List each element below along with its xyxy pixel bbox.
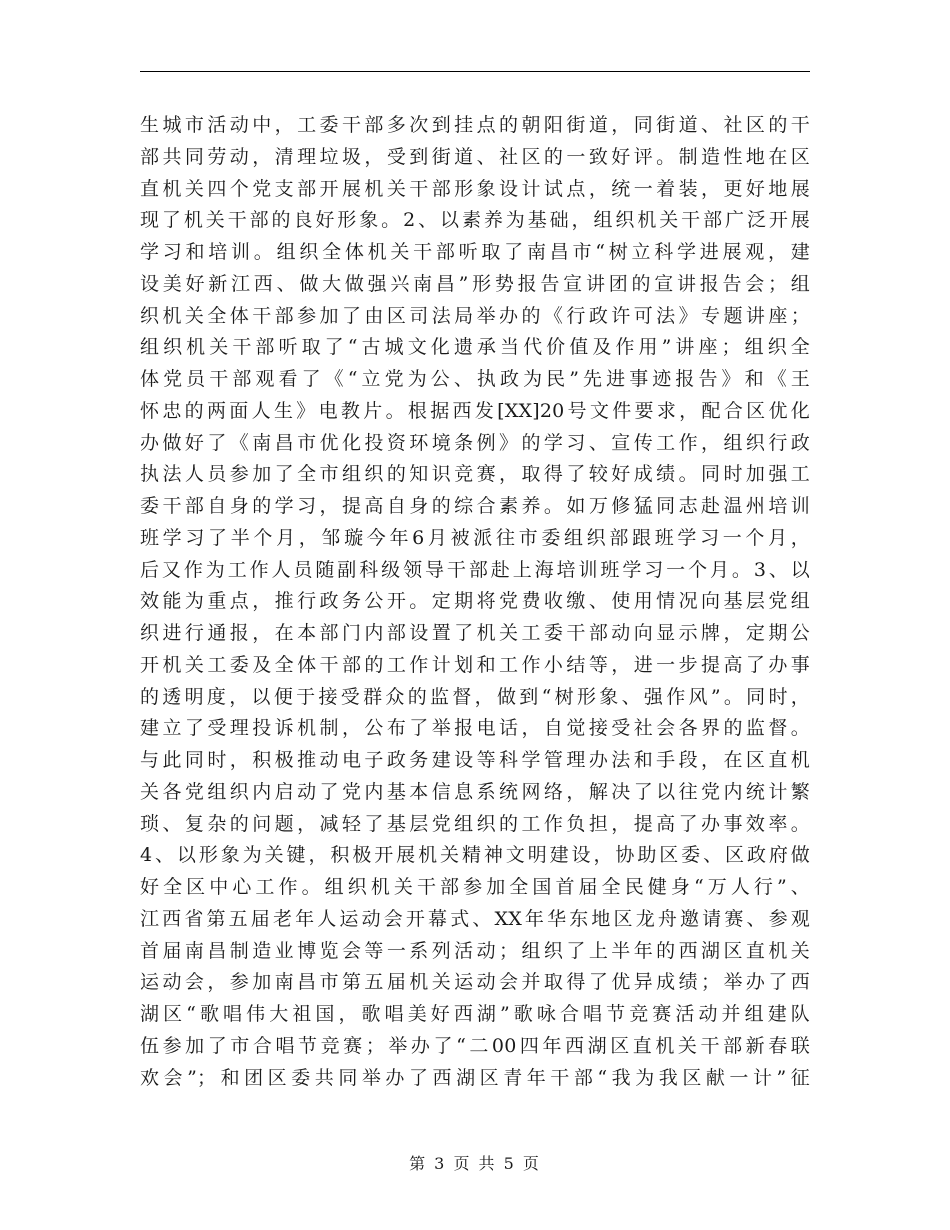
text-line-3: 直机关四个党支部开展机关干部形象设计试点，统一着装，更好地展: [140, 177, 810, 200]
text-line-25: 好全区中心工作。组织机关干部参加全国首届全民健身“万人行”、: [140, 876, 810, 898]
text-line-28: 运动会，参加南昌市第五届机关运动会并取得了优异成绩；举办了西: [140, 971, 810, 994]
text-line-11: 办做好了《南昌市优化投资环境条例》的学习、宣传工作，组织行政: [140, 431, 810, 454]
text-line-9: 体党员干部观看了《“立党为公、执政为民”先进事迹报告》和《王: [140, 368, 810, 390]
text-line-4: 现了机关干部的良好形象。2、以素养为基础，组织机关干部广泛开展: [140, 209, 810, 232]
text-line-15: 后又作为工作人员随副科级领导干部赴上海培训班学习一个月。3、以: [140, 558, 810, 581]
text-line-14: 班学习了半个月，邹璇今年6月被派往市委组织部跟班学习一个月，: [140, 526, 810, 549]
text-line-6: 设美好新江西、做大做强兴南昌”形势报告宣讲团的宣讲报告会；组: [140, 272, 810, 295]
text-line-19: 的透明度，以便于接受群众的监督，做到“树形象、强作风”。同时，: [140, 685, 810, 708]
text-line-2: 部共同劳动，清理垃圾，受到街道、社区的一致好评。制造性地在区: [140, 145, 810, 168]
text-line-24: 4、以形象为关键，积极开展机关精神文明建设，协助区委、区政府做: [140, 844, 810, 867]
text-line-8: 组织机关干部听取了“古城文化遗承当代价值及作用”讲座；组织全: [140, 336, 810, 359]
header-rule: [140, 71, 810, 72]
text-line-20: 建立了受理投诉机制，公布了举报电话，自觉接受社会各界的监督。: [140, 717, 810, 740]
page-number: 第 3 页 共 5 页: [409, 1154, 541, 1173]
text-line-16: 效能为重点，推行政务公开。定期将党费收缴、使用情况向基层党组: [140, 590, 810, 613]
text-line-13: 委干部自身的学习，提高自身的综合素养。如万修猛同志赴温州培训: [140, 495, 810, 517]
text-line-17: 织进行通报，在本部门内部设置了机关工委干部动向显示牌，定期公: [140, 622, 810, 644]
text-line-23: 琐、复杂的问题，减轻了基层党组织的工作负担，提高了办事效率。: [140, 812, 810, 835]
text-line-10: 怀忠的两面人生》电教片。根据西发[XX]20号文件要求，配合区优化: [140, 399, 810, 422]
text-line-30: 伍参加了市合唱节竞赛；举办了“二00四年西湖区直机关干部新春联: [140, 1034, 810, 1057]
text-line-27: 首届南昌制造业博览会等一系列活动；组织了上半年的西湖区直机关: [140, 939, 810, 962]
text-line-29: 湖区“歌唱伟大祖国，歌唱美好西湖”歌咏合唱节竞赛活动并组建队: [140, 1003, 810, 1025]
text-line-18: 开机关工委及全体干部的工作计划和工作小结等，进一步提高了办事: [140, 653, 810, 676]
text-line-31: 欢会”；和团区委共同举办了西湖区青年干部“我为我区献一计”征: [140, 1066, 810, 1089]
text-line-12: 执法人员参加了全市组织的知识竞赛，取得了较好成绩。同时加强工: [140, 463, 810, 486]
document-body: [140, 110, 810, 1094]
text-line-5: 学习和培训。组织全体机关干部听取了南昌市“树立科学进展观，建: [140, 241, 810, 263]
text-line-21: 与此同时，积极推动电子政务建设等科学管理办法和手段，在区直机: [140, 749, 810, 771]
text-line-26: 江西省第五届老年人运动会开幕式、XX年华东地区龙舟邀请赛、参观: [140, 907, 810, 930]
text-line-22: 关各党组织内启动了党内基本信息系统网络，解决了以往党内统计繁: [140, 780, 810, 803]
text-line-7: 织机关全体干部参加了由区司法局举办的《行政许可法》专题讲座；: [140, 304, 810, 327]
text-line-1: 生城市活动中，工委干部多次到挂点的朝阳街道，同街道、社区的干: [140, 114, 810, 136]
